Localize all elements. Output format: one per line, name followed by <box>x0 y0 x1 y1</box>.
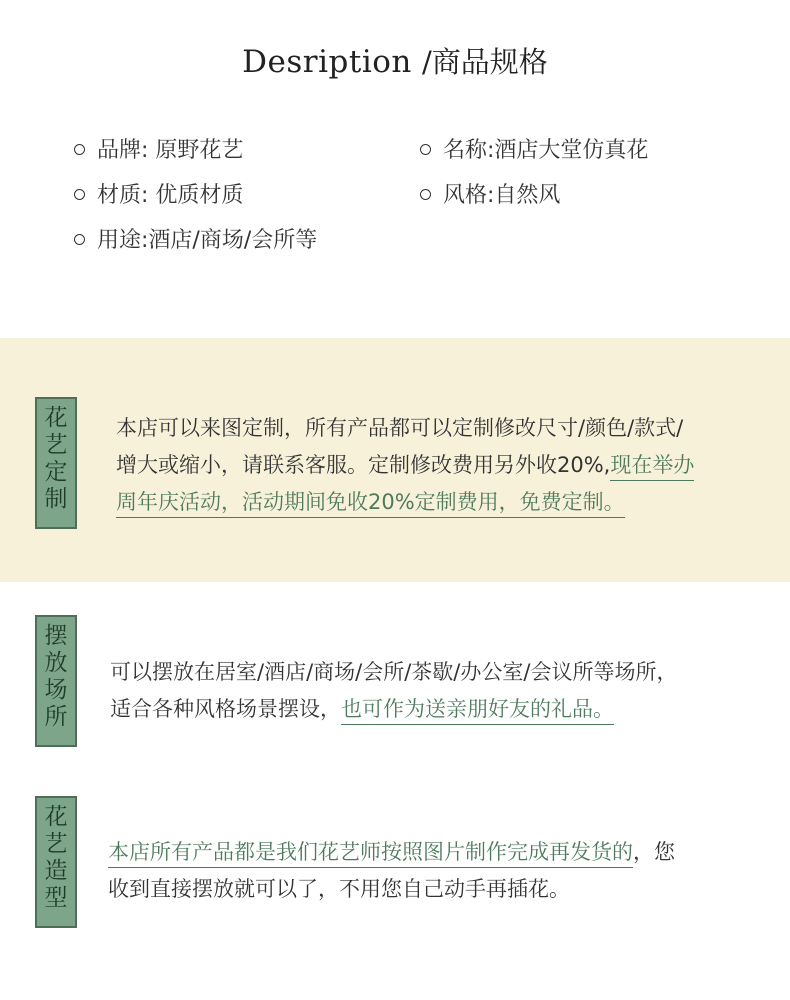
section-tag-styling: 花 艺 造 型 <box>35 796 77 928</box>
spec-material: 材质: 优质材质 <box>74 181 243 211</box>
circle-bullet-icon <box>74 144 85 155</box>
placement-description: 可以摆放在居室/酒店/商场/会所/茶歇/办公室/会议所等场所， 适合各种风格场景摆设，也可作为送亲朋好友的礼品。 <box>110 654 677 728</box>
circle-bullet-icon <box>420 189 431 200</box>
circle-bullet-icon <box>420 144 431 155</box>
spec-name: 名称:酒店大堂仿真花 <box>420 136 648 166</box>
circle-bullet-icon <box>74 234 85 245</box>
title-english: Desription <box>242 44 412 80</box>
spec-usage: 用途:酒店/商场/会所等 <box>74 226 317 256</box>
page-title <box>0 40 790 81</box>
section-tag-custom: 花 艺 定 制 <box>35 397 77 529</box>
circle-bullet-icon <box>74 189 85 200</box>
title-chinese: /商品规格 <box>422 45 548 79</box>
spec-style: 风格:自然风 <box>420 181 560 211</box>
custom-description: 本店可以来图定制，所有产品都可以定制修改尺寸/颜色/款式/ 增大或缩小，请联系客服。定制修改费用另外收20%,现在举办 周年庆活动，活动期间免收20%定制费用，免费定制。 <box>116 410 694 521</box>
spec-brand: 品牌: 原野花艺 <box>74 136 243 166</box>
section-tag-placement: 摆 放 场 所 <box>35 615 77 747</box>
styling-description: 本店所有产品都是我们花艺师按照图片制作完成再发货的，您 收到直接摆放就可以了，不用您自己动手再插花。 <box>108 840 675 901</box>
